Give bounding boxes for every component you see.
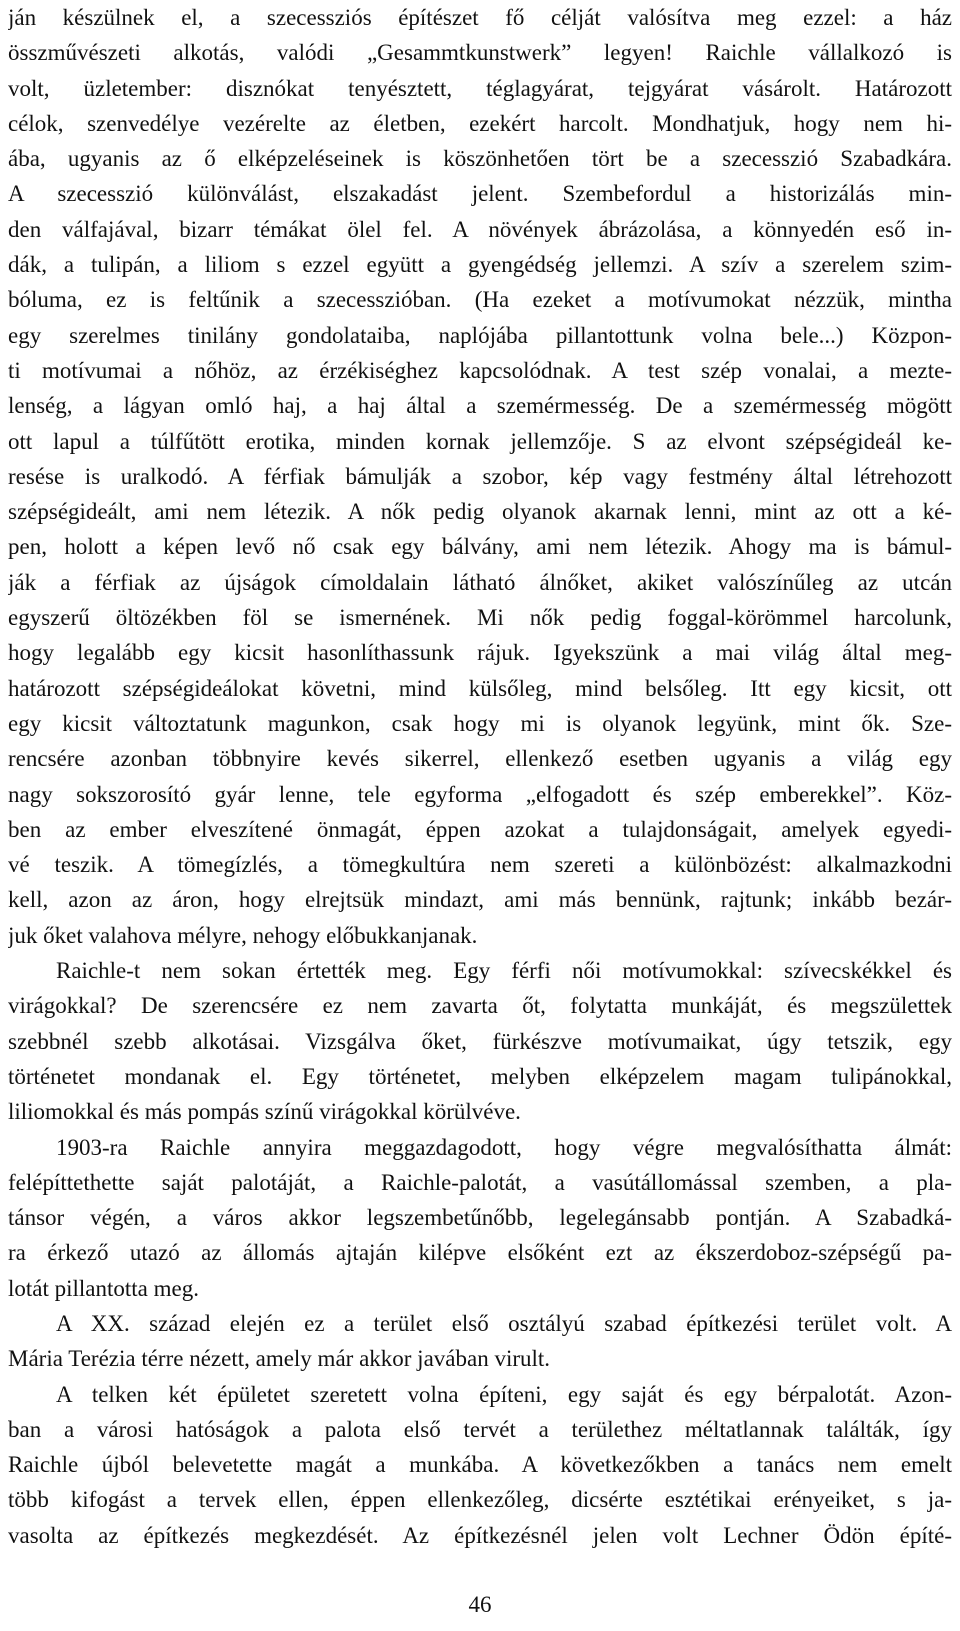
text-line: lenség, a lágyan omló haj, a haj által a szemérmesség. De a szemérmesség mögött [8,393,952,419]
text-line: ján készülnek el, a szecessziós építészet fő célját valósítva meg ezzel: a ház [8,5,952,30]
text-line: ott lapul a túlfűtött erotika, minden kornak jellemzője. S az elvont szépségideál ke- [8,428,952,454]
text-line: A XX. század elején ez a terület első osztályú szabad építkezési terület volt. A [56,1310,952,1336]
text-line: Raichle-t nem sokan értették meg. Egy férfi női motívumokkal: szívecskékkel és [56,958,952,984]
text-line: egy szerelmes tinilány gondolataiba, naplójába pillantottunk volna bele...) Közpon- [8,322,952,348]
text-line: den válfajával, bizarr témákat ölel fel. A növények ábrázolása, a könnyedén eső in- [8,216,952,242]
text-line: hogy legalább egy kicsit hasonlíthassunk rájuk. Igyekszünk a mai világ által meg- [8,640,952,666]
text-line: egyszerű öltözékben föl se ismernének. Mi nők pedig foggal-körömmel harcolunk, [8,605,952,631]
text-line: történetet mondanak el. Egy történetet, melyben elképzelem magam tulipánokkal, [8,1063,952,1089]
text-line: vé teszik. A tömegízlés, a tömegkultúra nem szereti a különbözést: alkalmazkodni [8,852,952,878]
text-line: célok, szenvedélye vezérelte az életben, ezekért harcolt. Mondhatjuk, hogy nem hi- [8,110,952,136]
text-line: ben az ember elveszítené önmagát, éppen azokat a tulajdonságait, amelyek egyedi- [8,816,952,842]
text-line: több kifogást a tervek ellen, éppen ellenkezőleg, dicsérte esztétikai erényeiket, s ja- [8,1487,952,1513]
text-line: szépségideált, ami nem létezik. A nők pedig olyanok akarnak lenni, mint az ott a ké- [8,499,952,525]
text-line: felépíttethette saját palotáját, a Raichle-palotát, a vasútállomással szemben, a pla- [8,1169,952,1195]
text-line: virágokkal? De szerencsére ez nem zavarta őt, folytatta munkáját, és megszülettek [8,993,952,1019]
text-line: juk őket valahova mélyre, nehogy előbukkanjanak. [8,922,478,948]
text-line: ába, ugyanis az ő elképzeléseinek is köszönhetően tört be a szecesszió Szabadkára. [8,146,952,172]
text-line: tánsor végén, a város akkor legszembetűnőbb, legelegánsabb pontján. A Szabadká- [8,1205,952,1231]
text-line: lotát pillantotta meg. [8,1275,199,1301]
text-line: resése is uralkodó. A férfiak bámulják a szobor, kép vagy festmény által létrehozott [8,463,952,489]
text-line: liliomokkal és más pompás színű virágokkal körülvéve. [8,1099,521,1125]
text-line: szebbnél szebb alkotásai. Vizsgálva őket, fürkészve motívumaikat, úgy tetszik, egy [8,1028,952,1054]
text-line: vasolta az építkezés megkezdését. Az építkezésnél jelen volt Lechner Ödön építé- [8,1522,952,1548]
text-line: A szecesszió különválást, elszakadást jelent. Szembefordul a historizálás min- [8,181,952,207]
text-line: rencsére azonban többnyire kevés sikerrel, ellenkező esetben ugyanis a világ egy [8,746,952,772]
text-line: nagy sokszorosító gyár lenne, tele egyforma „elfogadott és szép emberekkel”. Köz- [8,781,952,807]
text-line: összművészeti alkotás, valódi „Gesammtkunstwerk” legyen! Raichle vállalkozó is [8,40,952,66]
text-line: volt, üzletember: disznókat tenyésztett, téglagyárat, tejgyárat vásárolt. Határozott [8,75,952,101]
text-line: Mária Terézia térre nézett, amely már akkor javában virult. [8,1346,551,1372]
text-line: 1903-ra Raichle annyira meggazdagodott, hogy végre megvalósíthatta álmát: [56,1134,952,1160]
text-line: ti motívumai a nőhöz, az érzékiséghez kapcsolódnak. A test szép vonalai, a mezte- [8,357,952,383]
text-line: egy kicsit változtatunk magunkon, csak hogy mi is olyanok legyünk, mint ők. Sze- [8,710,952,736]
text-line: bóluma, ez is feltűnik a szecesszióban. (Ha ezeket a motívumokat nézzük, mintha [8,287,952,313]
text-line: ra érkező utazó az állomás ajtaján kilépve elsőként ezt az ékszerdoboz-szépségű pa- [8,1240,952,1266]
text-line: kell, azon az áron, hogy elrejtsük mindazt, ami más bennünk, rajtunk; inkább bezár- [8,887,952,913]
text-line: Raichle újból belevetette magát a munkába. A következőkben a tanács nem emelt [8,1452,952,1478]
text-line: A telken két épületet szeretett volna építeni, egy saját és egy bérpalotát. Azon- [56,1381,952,1407]
text-line: ják a férfiak az újságok címoldalain látható álnőket, akiket valószínűleg az utcán [8,569,952,595]
text-line: ban a városi hatóságok a palota első tervét a területhez méltatlannak találták, így [8,1416,952,1442]
text-line: határozott szépségideálokat követni, mind külsőleg, mind belsőleg. Itt egy kicsit, ott [8,675,952,701]
text-line: pen, holott a képen levő nő csak egy bálvány, ami nem létezik. Ahogy ma is bámul- [8,534,952,560]
text-line: dák, a tulipán, a liliom s ezzel együtt a gyengédség jellemzi. A szív a szerelem szim- [8,252,952,278]
body-text [8,0,952,1553]
page-number: 46 [468,1592,492,1617]
